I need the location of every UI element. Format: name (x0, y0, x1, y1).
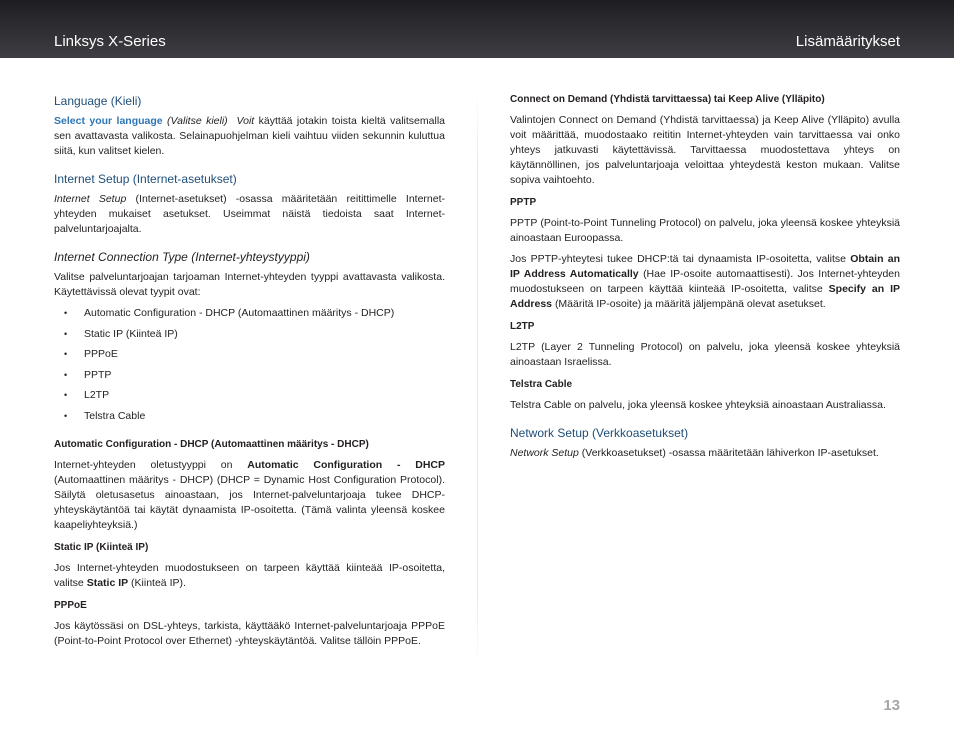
list-item: • PPPoE (64, 347, 445, 368)
internet-setup-italic: Internet Setup (54, 193, 127, 205)
auto-config-text-1: Internet-yhteyden oletustyyppi on (54, 458, 233, 471)
select-language-link[interactable]: Select your language (54, 115, 163, 127)
auto-config-paragraph (54, 458, 445, 533)
l2tp-paragraph: L2TP (Layer 2 Tunneling Protocol) on palvelu, joka yleensä koskee yhteyksiä ainoastaan Israelissa. (510, 341, 900, 368)
language-heading: Language (Kieli) (54, 94, 142, 108)
static-ip-paragraph (54, 561, 445, 591)
static-ip-heading: Static IP (Kiinteä IP) (54, 541, 149, 553)
language-paragraph (54, 114, 445, 159)
auto-config-text-2: (Automaattinen määritys - DHCP) (DHCP = Dynamic Host Configuration Protocol). Säilytä oletusasetus ainoastaan, jos Internet-palveluntarjoaja tukee DHCP-yhteyskäytäntöä tai käytät dynaamista IP-osoitetta. (Tämä valinta yleensä koskee kaapeliyhteyksiä.) (54, 473, 445, 531)
auto-config-bold: Automatic Configuration - DHCP (247, 458, 446, 471)
pptp-bold-2: Specify an IP Address (510, 283, 901, 310)
list-item: • PPTP (64, 368, 445, 389)
language-voit: Voit (236, 115, 255, 127)
telstra-heading: Telstra Cable (510, 379, 573, 390)
pptp-bold-1: Obtain an IP Address Automatically (510, 253, 900, 280)
network-setup-paragraph (510, 446, 900, 461)
static-ip-bold: Static IP (86, 576, 129, 589)
column-divider (477, 90, 478, 668)
l2tp-heading: L2TP (510, 321, 535, 332)
connection-type-heading: Internet Connection Type (Internet-yhteystyyppi) (54, 250, 310, 264)
list-item: • L2TP (64, 388, 445, 409)
auto-config-heading: Automatic Configuration - DHCP (Automaattinen määritys - DHCP) (54, 438, 369, 450)
page-number: 13 (883, 697, 900, 714)
header-product-title: Linksys X-Series (54, 33, 166, 50)
internet-setup-paragraph (54, 192, 445, 237)
connection-type-paragraph: Valitse palveluntarjoajan tarjoaman Internet-yhteyden tyyppi avattavasta valikosta. Käytettävissä olevat tyypit ovat: (54, 271, 445, 298)
language-italic: (Valitse kieli) (167, 115, 228, 127)
list-item: • Static IP (Kiinteä IP) (64, 327, 445, 348)
network-setup-text: (Verkkoasetukset) -osassa määritetään lähiverkon IP-asetukset. (581, 447, 879, 459)
internet-setup-heading: Internet Setup (Internet-asetukset) (54, 172, 237, 186)
pptp-text-3: (Määritä IP-osoite) ja määritä jäljempänä olevat asetukset. (554, 298, 826, 310)
static-ip-text-1: Jos Internet-yhteyden muodostukseen on tarpeen käyttää kiinteää IP-osoitetta, valitse (54, 561, 445, 589)
network-setup-heading: Network Setup (Verkkoasetukset) (510, 426, 689, 440)
list-item: • Telstra Cable (64, 409, 445, 430)
static-ip-text-2: (Kiinteä IP). (131, 576, 186, 589)
right-column (510, 93, 900, 467)
left-column (54, 93, 445, 655)
pptp-paragraph-2 (510, 252, 900, 312)
list-item: • Automatic Configuration - DHCP (Automaattinen määritys - DHCP) (64, 306, 445, 327)
pppoe-paragraph: Jos käytössäsi on DSL-yhteys, tarkista, käyttääkö Internet-palveluntarjoaja PPPoE (Point-to-Point Protocol over Ethernet) -yhteyskäytäntöä. Valitse tällöin PPPoE. (54, 619, 445, 647)
pptp-text-2: (Hae IP-osoite automaattisesti). Jos Internet-yhteyden muodostukseen on tarpeen käyttää kiinteää IP-osoitetta, valitse (510, 268, 900, 295)
page-header (0, 0, 954, 58)
internet-setup-text: (Internet-asetukset) -osassa määritetään reitittimelle Internet-yhteyden mukaiset asetukset. Useimmat näistä tiedoista saat Internet-palveluntarjoajalta. (54, 193, 446, 235)
header-section-title: Lisämääritykset (795, 33, 900, 50)
pptp-heading: PPTP (510, 197, 537, 208)
language-text: käyttää jotakin toista kieltä valitsemalla sen avattavasta valikosta. Selainapuohjelman kieli vaihtuu viiden sekunnin kuluttua siitä, kun valitset kielen. (54, 115, 445, 157)
pptp-text-1: Jos PPTP-yhteytesi tukee DHCP:tä tai dynaamista IP-osoitetta, valitse (510, 253, 847, 265)
pppoe-heading: PPPoE (54, 599, 87, 611)
connect-on-demand-heading: Connect on Demand (Yhdistä tarvittaessa) tai Keep Alive (Ylläpito) (510, 94, 825, 105)
pptp-paragraph-1: PPTP (Point-to-Point Tunneling Protocol) on palvelu, joka yleensä koskee yhteyksiä ainoastaan Euroopassa. (510, 217, 900, 244)
telstra-paragraph: Telstra Cable on palvelu, joka yleensä koskee yhteyksiä ainoastaan Australiassa. (510, 399, 886, 411)
connection-type-list (64, 306, 445, 430)
network-setup-italic: Network Setup (510, 447, 579, 459)
connect-on-demand-paragraph: Valintojen Connect on Demand (Yhdistä tarvittaessa) ja Keep Alive (Ylläpito) avulla voit määrittää, muodostaako reititin Internet-yhteyden vain tarvittaessa vai onko yhteys jatkuvasti käytettävissä. Tarvittaessa muodostettava yhteys on käytännöllinen, jos palveluntarjoaja veloittaa yhteydestä keston mukaan. Valitse sopiva vaihtoehto. (510, 114, 900, 186)
